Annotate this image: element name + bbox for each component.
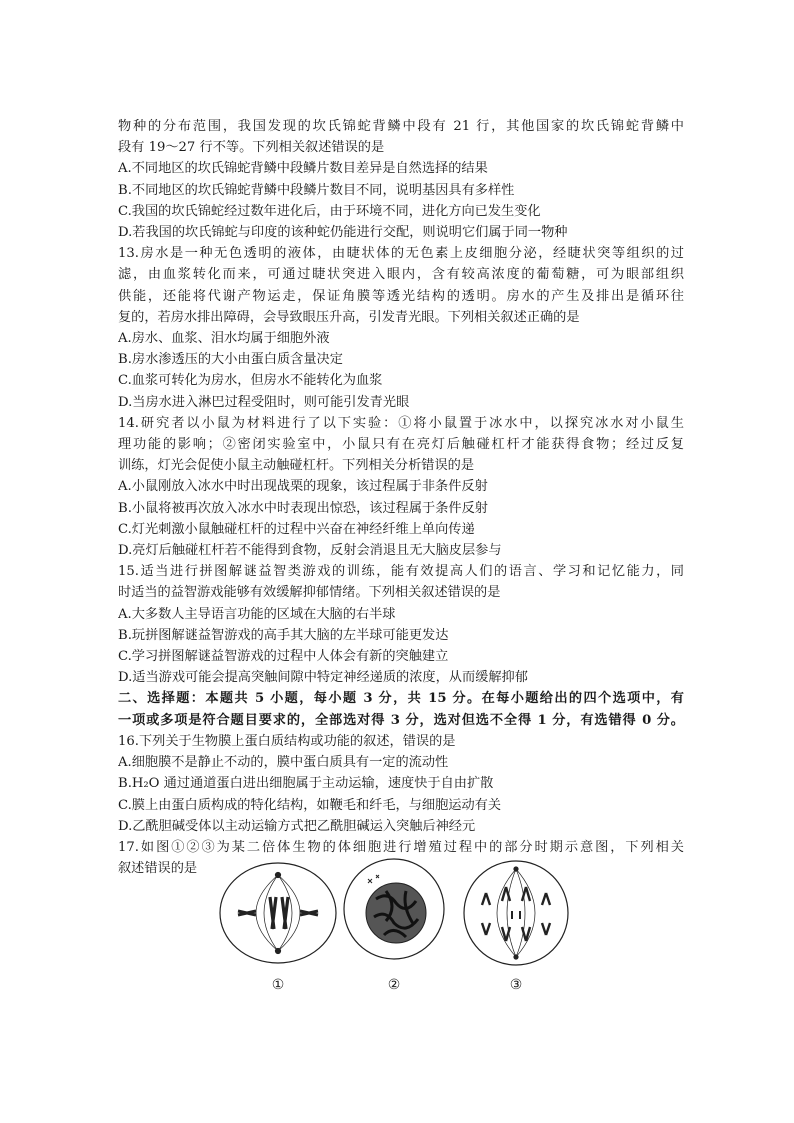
text-line: 一项或多项是符合题目要求的，全部选对得 3 分，选对但选不全得 1 分，有选错得 0 分。 [118, 712, 684, 728]
cell-3-anaphase [464, 861, 568, 965]
text-line: A.房水、血浆、泪水均属于细胞外液 [118, 331, 330, 347]
text-line: 时适当的益智游戏能够有效缓解抑郁情绪。下列相关叙述错误的是 [118, 585, 501, 601]
text-line: 物种的分布范围，我国发现的坎氏锦蛇背鳞中段有 21 行，其他国家的坎氏锦蛇背鳞中 [118, 119, 684, 134]
text-line: 14.研究者以小鼠为材料进行了以下实验：①将小鼠置于冰水中，以探究冰水对小鼠生 [118, 415, 684, 431]
text-line: D.适当游戏可能会提高突触间隙中特定神经递质的浓度，从而缓解抑郁 [118, 670, 528, 686]
text-line: C.膜上由蛋白质构成的特化结构，如鞭毛和纤毛，与细胞运动有关 [118, 797, 502, 813]
text-line: D.当房水进入淋巴过程受阻时，则可能引发青光眼 [118, 394, 410, 410]
text-line: B.房水渗透压的大小由蛋白质含量决定 [118, 352, 343, 368]
figure-label-3: ③ [509, 977, 523, 993]
text-line: 段有 19～27 行不等。下列相关叙述错误的是 [118, 140, 385, 156]
text-line: D.亮灯后触碰杠杆若不能得到食物，反射会消退且无大脑皮层参与 [118, 543, 502, 559]
text-line: 16.下列关于生物膜上蛋白质结构或功能的叙述，错误的是 [118, 733, 456, 749]
cell-1-metaphase [220, 863, 336, 963]
text-line: C.血浆可转化为房水，但房水不能转化为血浆 [118, 373, 383, 389]
text-line: A.不同地区的坎氏锦蛇背鳞中段鳞片数目差异是自然选择的结果 [118, 161, 488, 177]
figure-label-2: ② [387, 977, 401, 993]
cell-division-figure [216, 855, 572, 1003]
question-text [118, 116, 684, 879]
text-line: 供能，还能将代谢产物运走，保证角膜等透光结构的透明。房水的产生及排出是循环往 [118, 288, 684, 304]
text-line: 13.房水是一种无色透明的液体，由睫状体的无色素上皮细胞分泌，经睫状突等组织的过 [118, 246, 684, 262]
text-line: 训练，灯光会促使小鼠主动触碰杠杆。下列相关分析错误的是 [118, 458, 475, 474]
text-line: B.小鼠将被再次放入冰水中时表现出惊恐，该过程属于条件反射 [118, 500, 488, 516]
text-line: C.灯光刺激小鼠触碰杠杆的过程中兴奋在神经纤维上单向传递 [118, 521, 475, 537]
text-line: 二、选择题：本题共 5 小题，每小题 3 分，共 15 分。在每小题给出的四个选项中，有 [118, 691, 684, 707]
text-line: 滤，由血浆转化而来，可通过睫状突进入眼内，含有较高浓度的葡萄糖，可为眼部组织 [118, 267, 684, 283]
text-line: C.我国的坎氏锦蛇经过数年进化后，由于环境不同，进化方向已发生变化 [118, 203, 541, 219]
text-line: A.细胞膜不是静止不动的，膜中蛋白质具有一定的流动性 [118, 755, 449, 771]
text-line: B.H₂O 通过通道蛋白进出细胞属于主动运输，速度快于自由扩散 [118, 776, 494, 792]
text-line: 15.适当进行拼图解谜益智类游戏的训练，能有效提高人们的语言、学习和记忆能力，同 [118, 564, 684, 580]
text-line: 17.如图①②③为某二倍体生物的体细胞进行增殖过程中的部分时期示意图，下列相关 [118, 839, 684, 855]
text-line: 理功能的影响；②密闭实验室中，小鼠只有在亮灯后触碰杠杆才能获得食物；经过反复 [118, 437, 684, 453]
cell-2-prophase [344, 859, 444, 959]
text-line: D.乙酰胆碱受体以主动运输方式把乙酰胆碱运入突触后神经元 [118, 818, 476, 834]
text-line: B.玩拼图解谜益智游戏的高手其大脑的左半球可能更发达 [118, 627, 449, 643]
text-line: C.学习拼图解谜益智游戏的过程中人体会有新的突触建立 [118, 649, 449, 665]
text-line: 复的，若房水排出障碍，会导致眼压升高，引发青光眼。下列相关叙述正确的是 [118, 309, 580, 325]
text-line: A.大多数人主导语言功能的区域在大脑的右半球 [118, 606, 396, 622]
figure-label-1: ① [271, 977, 285, 993]
text-line: A.小鼠刚放入冰水中时出现战栗的现象，该过程属于非条件反射 [118, 479, 488, 495]
text-line: D.若我国的坎氏锦蛇与印度的该种蛇仍能进行交配，则说明它们属于同一物种 [118, 225, 568, 241]
text-line: 叙述错误的是 [118, 861, 198, 877]
text-line: B.不同地区的坎氏锦蛇背鳞中段鳞片数目不同，说明基因具有多样性 [118, 182, 515, 198]
